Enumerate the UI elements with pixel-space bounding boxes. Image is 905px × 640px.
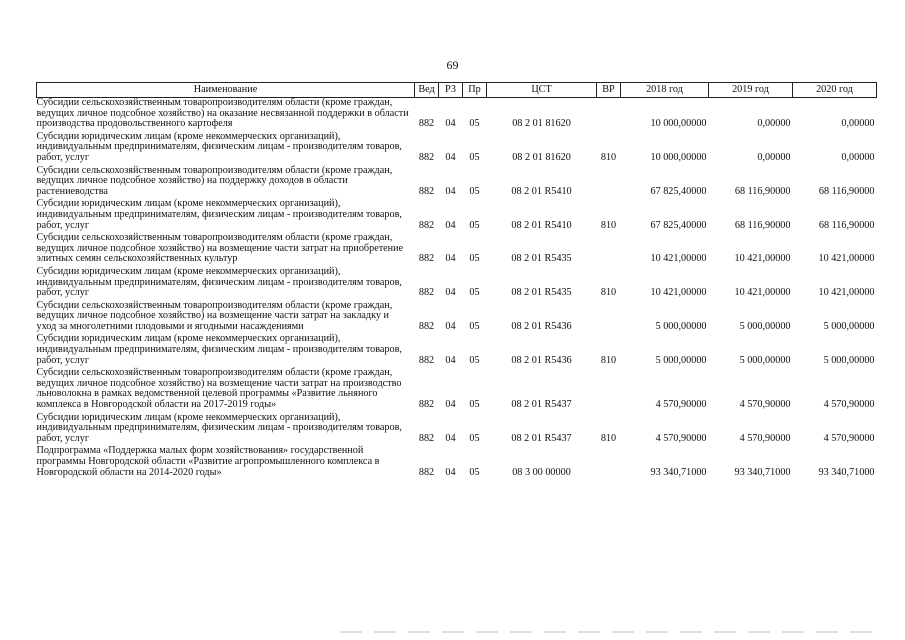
row-ved: 882 — [418, 432, 435, 444]
row-rz: 04 — [445, 253, 456, 265]
row-cst: 08 2 01 R5435 — [511, 253, 572, 265]
header-rz: РЗ — [439, 83, 463, 98]
row-2019: 0,00000 — [757, 118, 791, 130]
table-row — [37, 98, 877, 132]
row-ved: 882 — [418, 287, 435, 299]
row-rz: 04 — [445, 466, 456, 478]
row-pr: 05 — [469, 219, 480, 231]
row-ved: 882 — [418, 399, 435, 411]
row-2018: 4 570,90000 — [655, 399, 707, 411]
row-vr — [597, 233, 621, 267]
row-vr: 810 — [600, 219, 617, 231]
row-2020: 4 570,90000 — [823, 399, 875, 411]
row-name: Субсидии сельскохозяйственным товаропроизводителям области (кроме граждан, ведущих личное подсобное хозяйство) на поддержку доходов в области растениеводства — [36, 164, 393, 197]
row-2020: 0,00000 — [841, 151, 875, 163]
row-rz: 04 — [445, 399, 456, 411]
row-name: Субсидии сельскохозяйственным товаропроизводителям области (кроме граждан, ведущих личное подсобное хозяйство) на возмещение части затрат на приобретение элитных семян сельскохозяйственных культур — [36, 232, 404, 265]
row-name: Субсидии сельскохозяйственным товаропроизводителям области (кроме граждан, ведущих личное подсобное хозяйство) на возмещение части затрат на производство льноволокна в рамках ведомственной целевой программы «Развитие льняного комплекса в Новгородской области на 2017-2019 годы» — [36, 367, 402, 411]
header-2020: 2020 год — [793, 83, 877, 98]
row-2019: 5 000,00000 — [739, 354, 791, 366]
row-2019: 5 000,00000 — [739, 320, 791, 332]
row-pr: 05 — [469, 432, 480, 444]
row-pr: 05 — [469, 354, 480, 366]
row-cst: 08 2 01 R5437 — [511, 432, 572, 444]
row-2019: 10 421,00000 — [734, 287, 791, 299]
row-pr: 05 — [469, 185, 480, 197]
row-name: Субсидии юридическим лицам (кроме некоммерческих организаций), индивидуальным предпринимателям, физическим лицам - производителям товаров, работ, услуг — [36, 333, 402, 366]
row-name: Субсидии юридическим лицам (кроме некоммерческих организаций), индивидуальным предпринимателям, физическим лицам - производителям товаров, работ, услуг — [36, 265, 402, 299]
header-2019: 2019 год — [709, 83, 793, 98]
row-vr: 810 — [600, 287, 617, 299]
row-cst: 08 2 01 R5437 — [511, 399, 572, 411]
row-ved: 882 — [418, 151, 435, 163]
header-2018: 2018 год — [621, 83, 709, 98]
row-2018: 67 825,40000 — [650, 219, 707, 231]
row-2019: 68 116,90000 — [734, 185, 791, 197]
row-name: Субсидии сельскохозяйственным товаропроизводителям области (кроме граждан, ведущих личное подсобное хозяйство) на оказание несвязанной поддержки в области производства продовольственного картофеля — [36, 97, 409, 130]
row-pr: 05 — [469, 466, 480, 478]
row-cst: 08 2 01 R5410 — [511, 185, 572, 197]
row-2019: 68 116,90000 — [734, 219, 791, 231]
row-pr: 05 — [469, 287, 480, 299]
row-2018: 67 825,40000 — [650, 185, 707, 197]
row-pr: 05 — [469, 253, 480, 265]
row-2020: 68 116,90000 — [818, 219, 875, 231]
row-2020: 4 570,90000 — [823, 432, 875, 444]
row-rz: 04 — [445, 287, 456, 299]
row-cst: 08 2 01 81620 — [512, 118, 571, 130]
row-rz: 04 — [445, 219, 456, 231]
row-2019: 10 421,00000 — [734, 253, 791, 265]
header-cst: ЦСТ — [487, 83, 597, 98]
scan-artifact-strip — [340, 631, 880, 633]
row-vr — [597, 166, 621, 200]
row-2020: 93 340,71000 — [818, 466, 875, 478]
row-name: Субсидии юридическим лицам (кроме некоммерческих организаций), индивидуальным предпринимателям, физическим лицам - производителям товаров, работ, услуг — [36, 198, 402, 231]
table-row — [37, 446, 877, 480]
row-rz: 04 — [445, 118, 456, 130]
row-2018: 10 421,00000 — [650, 287, 707, 299]
row-2018: 10 000,00000 — [650, 118, 707, 130]
row-ved: 882 — [418, 219, 435, 231]
row-pr: 05 — [469, 399, 480, 411]
row-2018: 4 570,90000 — [655, 432, 707, 444]
row-vr: 810 — [600, 354, 617, 366]
row-vr — [597, 368, 621, 412]
row-2020: 0,00000 — [841, 118, 875, 130]
row-vr — [597, 301, 621, 335]
table-row — [37, 368, 877, 412]
row-pr: 05 — [469, 151, 480, 163]
row-2019: 0,00000 — [757, 151, 791, 163]
row-rz: 04 — [445, 185, 456, 197]
row-rz: 04 — [445, 354, 456, 366]
row-pr: 05 — [469, 118, 480, 130]
row-ved: 882 — [418, 253, 435, 265]
row-pr: 05 — [469, 320, 480, 332]
table-row — [37, 199, 877, 233]
row-cst: 08 2 01 R5410 — [511, 219, 572, 231]
row-2020: 10 421,00000 — [818, 287, 875, 299]
header-pr: Пр — [463, 83, 487, 98]
row-cst: 08 2 01 81620 — [512, 151, 571, 163]
row-2020: 68 116,90000 — [818, 185, 875, 197]
header-name: Наименование — [37, 83, 415, 98]
header-vr: ВР — [597, 83, 621, 98]
row-vr — [597, 446, 621, 480]
row-2020: 5 000,00000 — [823, 354, 875, 366]
table-row — [37, 334, 877, 368]
row-vr: 810 — [600, 151, 617, 163]
row-cst: 08 3 00 00000 — [512, 466, 571, 478]
row-cst: 08 2 01 R5436 — [511, 354, 572, 366]
row-2018: 5 000,00000 — [655, 354, 707, 366]
header-ved: Вед — [415, 83, 439, 98]
row-cst: 08 2 01 R5435 — [511, 287, 572, 299]
row-ved: 882 — [418, 466, 435, 478]
table-body — [37, 98, 877, 481]
budget-table — [36, 82, 877, 480]
row-2018: 5 000,00000 — [655, 320, 707, 332]
row-vr: 810 — [600, 432, 617, 444]
row-2019: 4 570,90000 — [739, 399, 791, 411]
page-number: 69 — [446, 58, 459, 72]
table-row — [37, 132, 877, 166]
row-2020: 10 421,00000 — [818, 253, 875, 265]
row-ved: 882 — [418, 354, 435, 366]
row-vr — [597, 98, 621, 132]
row-cst: 08 2 01 R5436 — [511, 320, 572, 332]
table-row — [37, 267, 877, 301]
row-2020: 5 000,00000 — [823, 320, 875, 332]
row-ved: 882 — [418, 185, 435, 197]
row-2019: 4 570,90000 — [739, 432, 791, 444]
row-rz: 04 — [445, 151, 456, 163]
table-row — [37, 166, 877, 200]
row-2019: 93 340,71000 — [734, 466, 791, 478]
row-ved: 882 — [418, 118, 435, 130]
row-rz: 04 — [445, 320, 456, 332]
row-rz: 04 — [445, 432, 456, 444]
row-name: Субсидии сельскохозяйственным товаропроизводителям области (кроме граждан, ведущих личное подсобное хозяйство) на возмещение части затрат на закладку и уход за многолетними плодовыми и ягодными насаждениями — [36, 299, 393, 332]
row-ved: 882 — [418, 320, 435, 332]
row-name: Субсидии юридическим лицам (кроме некоммерческих организаций), индивидуальным предпринимателям, физическим лицам - производителям товаров, работ, услуг — [36, 130, 402, 163]
row-2018: 93 340,71000 — [650, 466, 707, 478]
row-2018: 10 421,00000 — [650, 253, 707, 265]
row-2018: 10 000,00000 — [650, 151, 707, 163]
table-row — [37, 233, 877, 267]
table-row — [37, 301, 877, 335]
row-name: Подпрограмма «Поддержка малых форм хозяйствования» государственной программы Новгородской области «Развитие агропромышленного комплекса в Новгородской области на 2014-2020 годы» — [36, 445, 380, 478]
row-name: Субсидии юридическим лицам (кроме некоммерческих организаций), индивидуальным предпринимателям, физическим лицам - производителям товаров, работ, услуг — [36, 411, 402, 444]
table-header-row — [37, 83, 877, 98]
table-row — [37, 413, 877, 447]
